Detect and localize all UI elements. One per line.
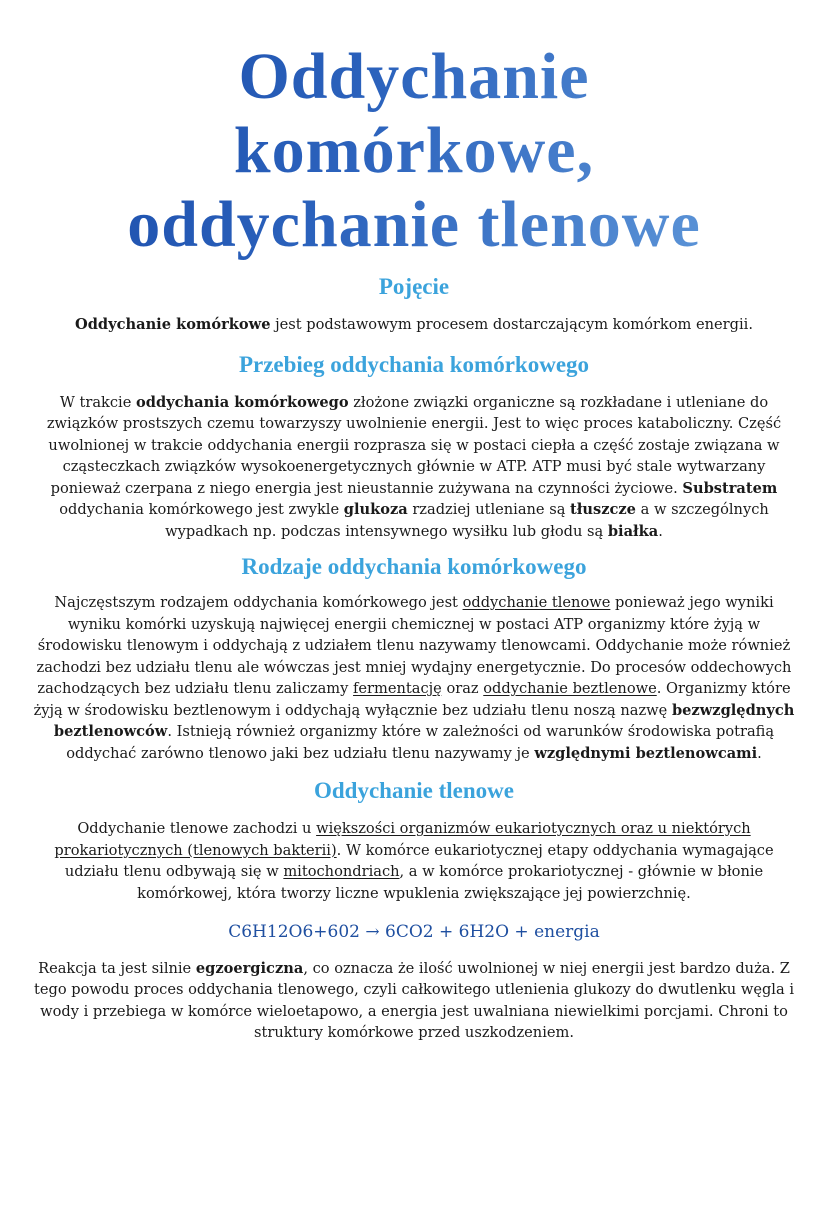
heading-pojecie: Pojęcie (378, 274, 450, 299)
text-span: . Organizmy które żyją w środowisku beztlenowym i oddychają wyłącznie bez udziału tlenu noszą nazwę (33, 680, 791, 719)
text-span: Najczęstszym rodzajem oddychania komórkowego jest (54, 594, 463, 611)
text-span: rzadziej utleniane są (407, 501, 571, 518)
underlined-term: mitochondriach (283, 863, 400, 880)
paragraph-reakcja (30, 958, 798, 1044)
bold-term: egzoergiczna (195, 959, 304, 977)
text-span: Reakcja ta jest silnie (38, 959, 196, 977)
heading-przebieg: Przebieg oddychania komórkowego (238, 351, 590, 377)
heading-oddychanie-tlenowe: Oddychanie tlenowe (314, 778, 514, 803)
page-title (0, 0, 828, 262)
underlined-term: oddychanie beztlenowe (483, 680, 657, 697)
chemical-formula: C6H12O6+602 → 6CO2 + 6H2O + energia (228, 922, 600, 942)
text-span: a w szczególnych wypadkach np. podczas intensywnego wysiłku lub głodu są (165, 501, 769, 540)
document-body (0, 274, 828, 1044)
term-oddychanie-komorkowe: Oddychanie komórkowe (75, 316, 271, 333)
text-span: , co oznacza że ilość uwolnionej w niej energii jest bardzo duża. Z tego powodu proces oddychania tlenowego, czyli całkowitego utlenienia glukozy do dwutlenku węgla i wody i przebiega w komórce wieloetapowo, a energia jest uwalniana niewielkimi porcjami. Chroni to struktury komórkowe przed uszkodzeniem. (33, 959, 794, 1041)
title-line-1: Oddychanie (238, 40, 590, 113)
text-span: W trakcie (59, 393, 136, 411)
paragraph-tlenowe (30, 818, 798, 904)
bold-term: glukoza (343, 501, 408, 518)
paragraph-pojecie (30, 314, 798, 336)
text-span: . Istnieją również organizmy które w zależności od warunków środowiska potrafią oddychać zarówno tlenowo jaki bez udziału tlenu nazywamy je (66, 723, 775, 762)
underlined-term: oddychanie tlenowe (462, 594, 611, 611)
text-span: jest podstawowym procesem dostarczającym komórkom energii. (270, 316, 753, 333)
title-line-2: komórkowe, (233, 114, 595, 187)
bold-term: białka (607, 522, 659, 540)
underlined-term: fermentację (353, 680, 442, 697)
heading-rodzaje: Rodzaje oddychania komórkowego (241, 554, 587, 579)
bold-term: oddychania komórkowego (136, 393, 349, 411)
text-span: ponieważ jego wyniki wyniku komórki uzyskują najwięcej energii chemicznej w postaci ATP organizmy które żyją w środowisku tlenowym i oddychają z udziałem tlenu nazywamy tlenowcami. Oddychanie może również zachodzi bez udziału tlenu ale wówczas jest mniej wydajny energetycznie. Do procesów oddechowych zachodzących bez udziału tlenu zaliczamy (36, 594, 792, 697)
bold-term: tłuszcze (570, 501, 636, 518)
text-span: oddychania komórkowego jest zwykle (59, 501, 344, 518)
text-span: . (658, 522, 663, 540)
paragraph-przebieg (30, 392, 798, 543)
text-span: Oddychanie tlenowe zachodzi u (77, 820, 317, 837)
underlined-term: większości organizmów eukariotycznych oraz u niektórych prokariotycznych (tlenowych bakterii) (54, 820, 751, 859)
bold-term: bezwzględnych beztlenowców (53, 701, 795, 740)
title-line-3: oddychanie tlenowe (127, 188, 701, 261)
text-span: . W komórce eukariotycznej etapy oddychania wymagające udziału tlenu odbywają się w (64, 841, 774, 880)
text-span: . (757, 744, 762, 762)
text-span: oraz (441, 680, 484, 697)
text-span: , a w komórce prokariotycznej - głównie w błonie komórkowej, która tworzy liczne wpuklenia zwiększające jej powierzchnię. (137, 863, 764, 902)
bold-term: Substratem (682, 479, 778, 497)
text-span: złożone związki organiczne są rozkładane i utleniane do związków prostszych czemu towarzyszy uwolnienie energii. Jest to więc proces kataboliczny. Część uwolnionej w trakcie oddychania energii rozprasza się w postaci ciepła a część zostaje związana w cząsteczkach związków wysokoenergetycznych głównie w ATP. ATP musi być stale wytwarzany ponieważ czerpana z niego energia jest nieustannie zużywana na czynności życiowe. (46, 393, 782, 497)
paragraph-rodzaje (30, 592, 798, 764)
bold-term: względnymi beztlenowcami (534, 744, 758, 762)
